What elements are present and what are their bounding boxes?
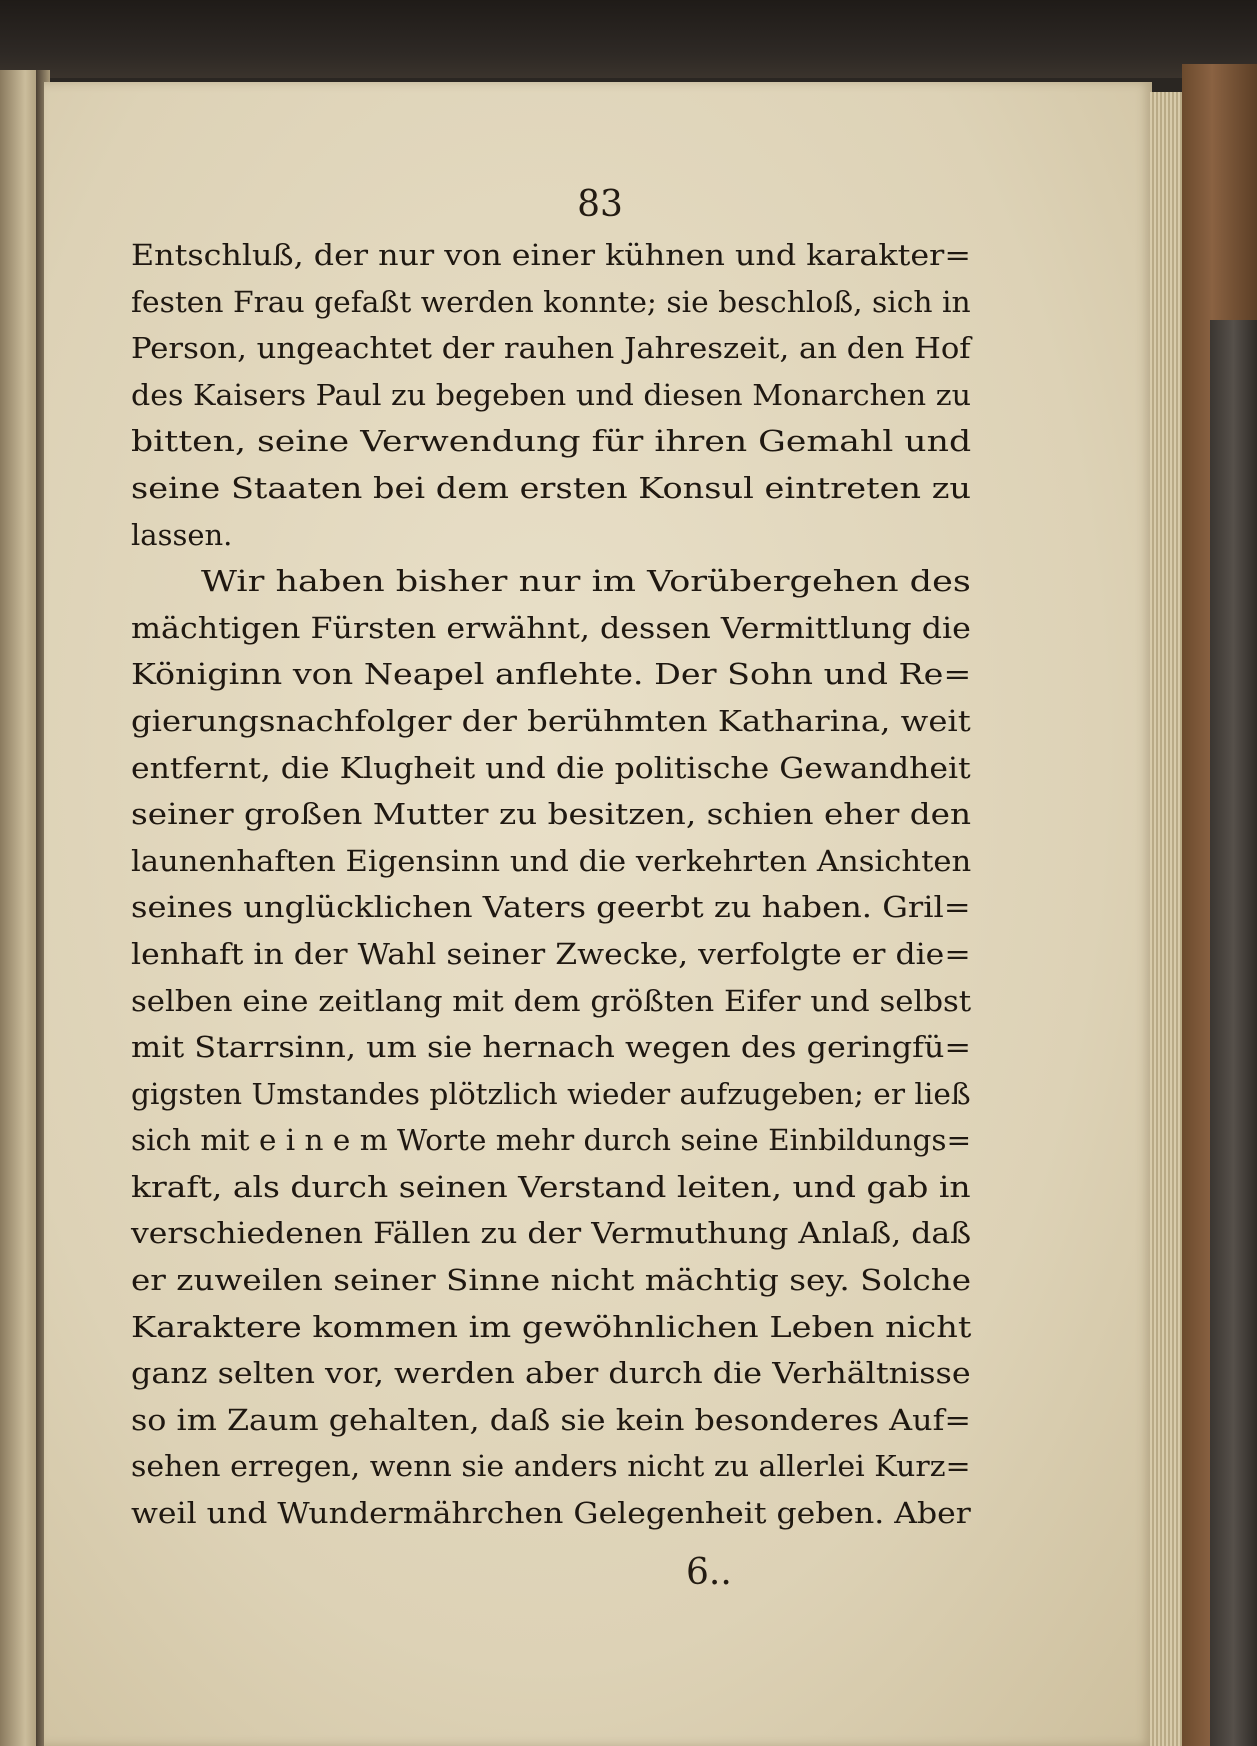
signature-mark: 6.. xyxy=(686,1552,732,1593)
text-line: er zuweilen seiner Sinne nicht mächtig sey. Solche xyxy=(131,1263,972,1298)
text-line: seine Staaten bei dem ersten Konsul eintreten zu xyxy=(131,470,972,505)
text-line: Karaktere kommen im gewöhnlichen Leben nicht xyxy=(131,1309,972,1344)
text-line: Entschluß, der nur von einer kühnen und karakter= xyxy=(131,238,971,272)
page-stack-edge xyxy=(1150,92,1182,1746)
text-line: gierungsnachfolger der berühmten Katharina, weit xyxy=(131,703,971,738)
text-line: lassen. xyxy=(131,517,233,552)
text-line: Wir haben bisher nur im Vorübergehen des xyxy=(201,564,971,599)
text-line: festen Frau gefaßt werden konnte; sie beschloß, sich in xyxy=(131,284,971,319)
text-line: bitten, seine Verwendung für ihren Gemahl und xyxy=(131,424,972,459)
text-line: launenhaften Eigensinn und die verkehrten Ansichten xyxy=(131,843,972,878)
page-number: 83 xyxy=(577,184,623,225)
text-line: seiner großen Mutter zu besitzen, schien eher den xyxy=(131,797,972,832)
text-line: so im Zaum gehalten, daß sie kein besonderes Auf= xyxy=(131,1402,971,1437)
scan-background-top xyxy=(0,0,1257,78)
text-line: sich mit e i n e m Worte mehr durch seine Einbildungs= xyxy=(131,1123,972,1158)
text-line: sehen erregen, wenn sie anders nicht zu allerlei Kurz= xyxy=(131,1449,971,1484)
text-line: gigsten Umstandes plötzlich wieder aufzugeben; er ließ xyxy=(131,1076,971,1111)
text-line: des Kaisers Paul zu begeben und diesen Monarchen zu xyxy=(131,377,971,412)
text-line: entfernt, die Klugheit und die politische Gewandheit xyxy=(131,750,971,785)
cover-board xyxy=(1210,320,1257,1746)
text-line: mit Starrsinn, um sie hernach wegen des geringfü= xyxy=(131,1030,972,1065)
text-line: Person, ungeachtet der rauhen Jahreszeit, an den Hof xyxy=(131,331,971,366)
body-text xyxy=(131,232,971,1537)
text-line: verschiedenen Fällen zu der Vermuthung Anlaß, daß xyxy=(131,1216,972,1251)
text-line: weil und Wundermährchen Gelegenheit geben. Aber xyxy=(131,1496,971,1531)
text-line: mächtigen Fürsten erwähnt, dessen Vermittlung die xyxy=(131,610,971,645)
text-line: ganz selten vor, werden aber durch die Verhältnisse xyxy=(131,1356,971,1391)
text-line: kraft, als durch seinen Verstand leiten, und gab in xyxy=(131,1169,971,1204)
text-line: selben eine zeitlang mit dem größten Eifer und selbst xyxy=(131,983,972,1018)
text-line: lenhaft in der Wahl seiner Zwecke, verfolgte er die= xyxy=(131,936,971,971)
text-line: seines unglücklichen Vaters geerbt zu haben. Gril= xyxy=(131,890,971,925)
text-line: Königinn von Neapel anflehte. Der Sohn und Re= xyxy=(131,657,972,692)
